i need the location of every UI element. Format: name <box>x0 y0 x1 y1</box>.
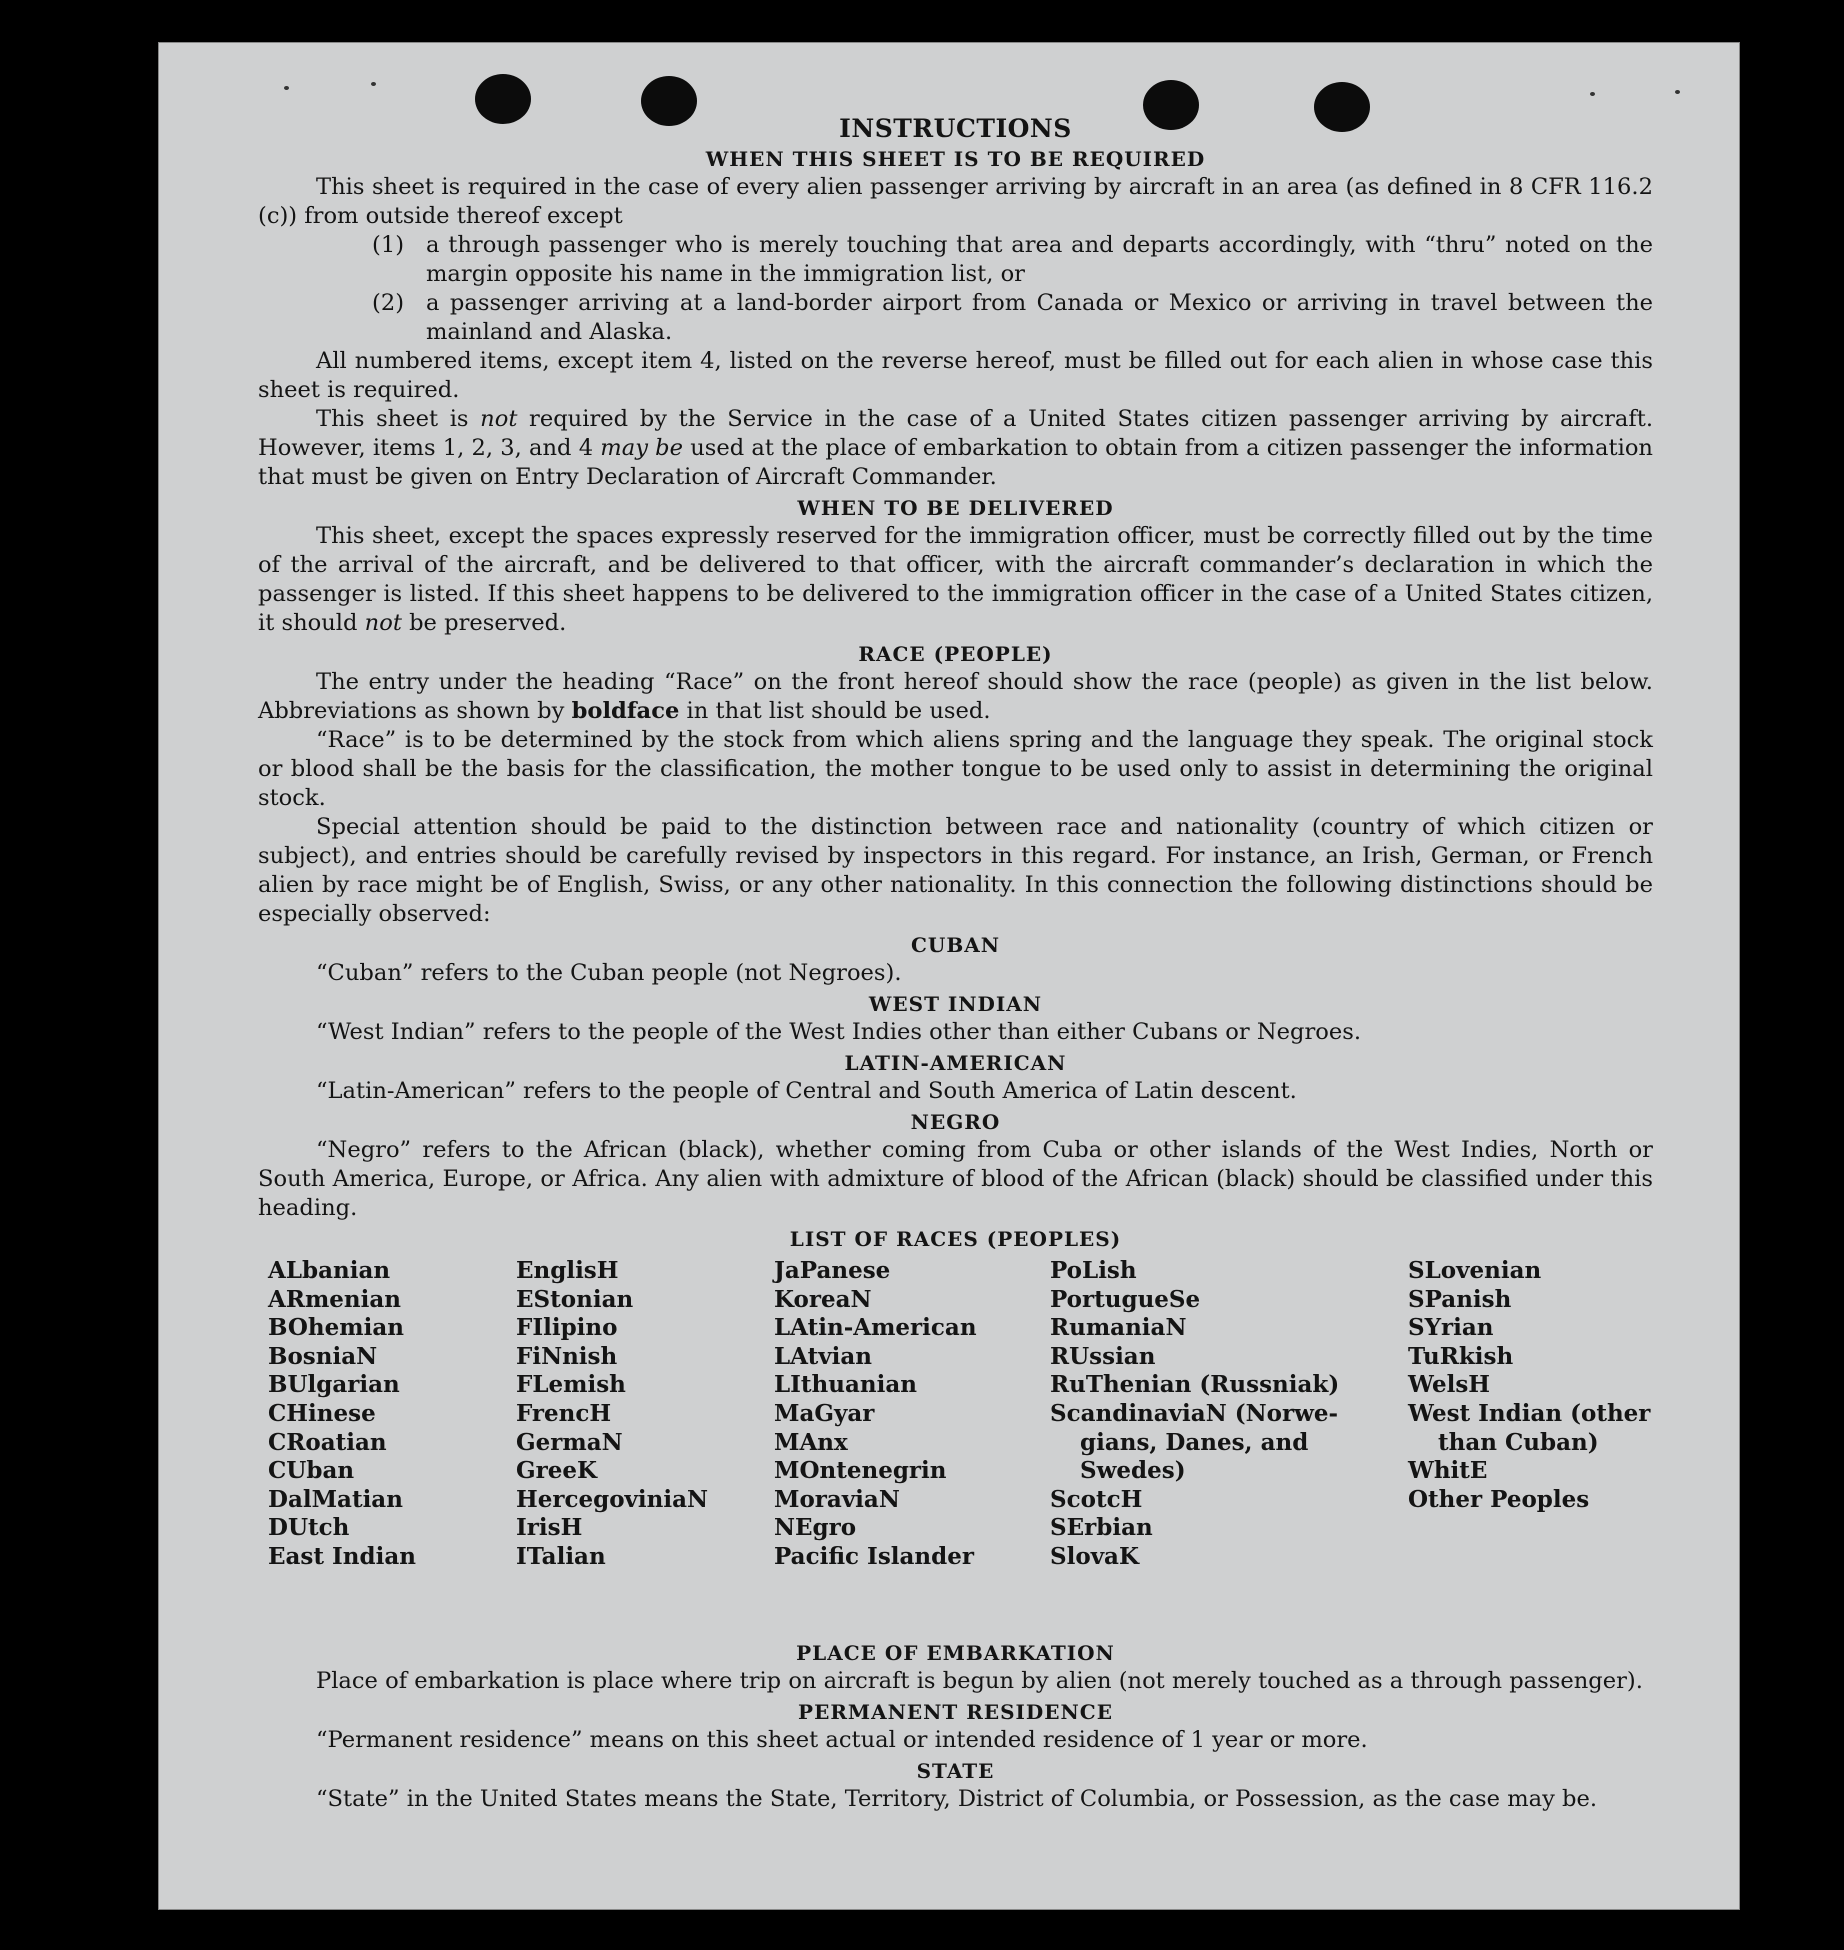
heading-when-required: WHEN THIS SHEET IS TO BE REQUIRED <box>705 147 1206 171</box>
race-item: RUssian <box>1050 1342 1156 1370</box>
race-item: MaGyar <box>774 1399 875 1427</box>
paragraph-cuban: “Cuban” refers to the Cuban people (not Negroes). <box>316 960 902 986</box>
race-item: WelsH <box>1408 1371 1491 1399</box>
race-item: RuThenian (Russniak) <box>1050 1371 1340 1399</box>
race-item: East Indian <box>268 1542 416 1570</box>
race-item: LAtvian <box>774 1342 872 1370</box>
races-column-3 <box>774 1257 977 1572</box>
race-item: ALbanian <box>268 1257 391 1284</box>
race-item: BUlgarian <box>268 1371 400 1399</box>
race-item: than Cuban) <box>1438 1428 1599 1456</box>
heading-list-of-races: LIST OF RACES (PEOPLES) <box>789 1227 1122 1251</box>
instructions-content <box>258 114 1653 1814</box>
race-item: KoreaN <box>774 1285 872 1313</box>
speck <box>284 86 289 90</box>
race-item: FiNnish <box>516 1342 618 1370</box>
speck <box>1675 90 1680 94</box>
races-column-5 <box>1408 1257 1650 1514</box>
page-title: INSTRUCTIONS <box>839 114 1072 143</box>
race-item: SlovaK <box>1050 1542 1139 1570</box>
paragraph-citizen: This sheet is not required by the Service in the case of a United States citizen passenger arriving by aircraft. However, items 1, 2, 3, and 4 may be used at the place of embarkation to obtain from a citizen passenger the information that must be given on Entry Declaration of Aircraft Commander. <box>258 406 1653 490</box>
race-item: PoLish <box>1050 1257 1137 1284</box>
heading-when-delivered: WHEN TO BE DELIVERED <box>797 496 1114 520</box>
race-item: SErbian <box>1050 1514 1153 1542</box>
race-item: MOntenegrin <box>774 1457 947 1485</box>
race-item: MAnx <box>774 1428 848 1456</box>
heading-latin-american: LATIN-AMERICAN <box>844 1051 1067 1075</box>
paragraph-state: “State” in the United States means the State, Territory, District of Columbia, or Possession, as the case may be. <box>316 1786 1598 1812</box>
race-item: ScotcH <box>1050 1485 1143 1513</box>
heading-west-indian: WEST INDIAN <box>868 992 1043 1016</box>
race-item: HercegoviniaN <box>516 1485 709 1513</box>
list-item <box>372 231 1653 289</box>
item-number: (1) <box>372 232 405 258</box>
race-item: BosniaN <box>268 1342 378 1370</box>
heading-negro: NEGRO <box>910 1110 1001 1134</box>
races-list <box>258 1257 1653 1637</box>
race-item: SYrian <box>1408 1314 1494 1342</box>
races-column-1 <box>268 1257 416 1572</box>
document-sheet <box>158 42 1740 1910</box>
item-text: a through passenger who is merely touching that area and departs accordingly, with “thru” noted on the margin opposite his name in the immigration list, or <box>426 232 1653 287</box>
race-item: TuRkish <box>1408 1342 1514 1370</box>
heading-race: RACE (PEOPLE) <box>858 642 1053 666</box>
race-item: gians, Danes, and <box>1080 1428 1309 1456</box>
race-item: CUban <box>268 1457 355 1485</box>
race-item: EnglisH <box>516 1257 619 1284</box>
paragraph-delivered: This sheet, except the spaces expressly reserved for the immigration officer, must be correctly filled out by the time of the arrival of the aircraft, and be delivered to that officer, with the aircraft commander’s declaration in which the passenger is listed. If this sheet happens to be delivered to the immigration officer in the case of a United States citizen, it should not be preserved. <box>258 523 1653 636</box>
race-item: IrisH <box>516 1514 583 1542</box>
race-item: ARmenian <box>268 1285 402 1313</box>
race-item: FrencH <box>516 1399 612 1427</box>
race-item: PortugueSe <box>1050 1285 1201 1313</box>
race-item: GreeK <box>516 1457 598 1485</box>
item-text: a passenger arriving at a land-border airport from Canada or Mexico or arriving in travel between the mainland and Alaska. <box>426 290 1653 345</box>
race-item: West Indian (other <box>1408 1399 1651 1427</box>
paragraph-negro: “Negro” refers to the African (black), whether coming from Cuba or other islands of the West Indies, North or South America, Europe, or Africa. Any alien with admixture of blood of the African (black) should be classified under this heading. <box>258 1137 1653 1221</box>
race-item: CHinese <box>268 1399 376 1427</box>
race-item: Swedes) <box>1080 1457 1186 1485</box>
race-item: FIlipino <box>516 1314 618 1342</box>
heading-state: STATE <box>916 1759 995 1783</box>
race-item: FLemish <box>516 1371 626 1399</box>
paragraph-numbered-items: All numbered items, except item 4, listed on the reverse hereof, must be filled out for each alien in whose case this sheet is required. <box>258 348 1653 403</box>
race-item: BOhemian <box>268 1314 404 1342</box>
race-item: EStonian <box>516 1285 634 1313</box>
race-item: SPanish <box>1408 1285 1512 1313</box>
paragraph-race-stock: “Race” is to be determined by the stock from which aliens spring and the language they speak. The original stock or blood shall be the basis for the classification, the mother tongue to be used only to assist in determining the original stock. <box>258 727 1653 811</box>
race-item: RumaniaN <box>1050 1314 1187 1342</box>
race-item: DUtch <box>268 1514 350 1542</box>
race-item: DalMatian <box>268 1485 403 1513</box>
speck <box>371 82 376 86</box>
heading-residence: PERMANENT RESIDENCE <box>798 1700 1113 1724</box>
heading-cuban: CUBAN <box>910 933 1001 957</box>
paragraph-race-nationality: Special attention should be paid to the distinction between race and nationality (country of which citizen or subject), and entries should be carefully revised by inspectors in this regard. For instance, an Irish, German, or French alien by race might be of English, Swiss, or any other nationality. In this connection the following distinctions should be especially observed: <box>258 814 1653 927</box>
race-item: Other Peoples <box>1408 1485 1590 1513</box>
paragraph-intro: This sheet is required in the case of every alien passenger arriving by aircraft in an area (as defined in 8 CFR 116.2 (c)) from outside thereof except <box>258 174 1653 229</box>
race-item: LAtin-American <box>774 1314 977 1342</box>
races-column-2 <box>516 1257 708 1572</box>
race-item: SLovenian <box>1408 1257 1542 1284</box>
list-item <box>372 289 1653 347</box>
race-item: GermaN <box>516 1428 623 1456</box>
race-item: ScandinaviaN (Norwe- <box>1050 1399 1339 1427</box>
race-item: JaPanese <box>774 1257 891 1284</box>
paragraph-embarkation: Place of embarkation is place where trip on aircraft is begun by alien (not merely touched as a through passenger). <box>316 1668 1643 1694</box>
item-number: (2) <box>372 290 405 316</box>
paragraph-latin-american: “Latin-American” refers to the people of Central and South America of Latin descent. <box>316 1078 1297 1104</box>
race-item: MoraviaN <box>774 1485 900 1513</box>
paragraph-west-indian: “West Indian” refers to the people of the West Indies other than either Cubans or Negroes. <box>316 1019 1362 1045</box>
heading-embarkation: PLACE OF EMBARKATION <box>796 1641 1115 1665</box>
race-item: NEgro <box>774 1514 857 1542</box>
races-column-4 <box>1050 1257 1339 1572</box>
paragraph-race-entry: The entry under the heading “Race” on the front hereof should show the race (people) as given in the list below. Abbreviations as shown by boldface in that list should be used. <box>258 669 1653 724</box>
race-item: WhitE <box>1408 1457 1488 1485</box>
paragraph-residence: “Permanent residence” means on this sheet actual or intended residence of 1 year or more. <box>316 1727 1368 1753</box>
race-item: ITalian <box>516 1542 606 1570</box>
speck <box>1590 92 1595 96</box>
race-item: CRoatian <box>268 1428 387 1456</box>
race-item: LIthuanian <box>774 1371 917 1399</box>
race-item: Pacific Islander <box>774 1542 974 1570</box>
